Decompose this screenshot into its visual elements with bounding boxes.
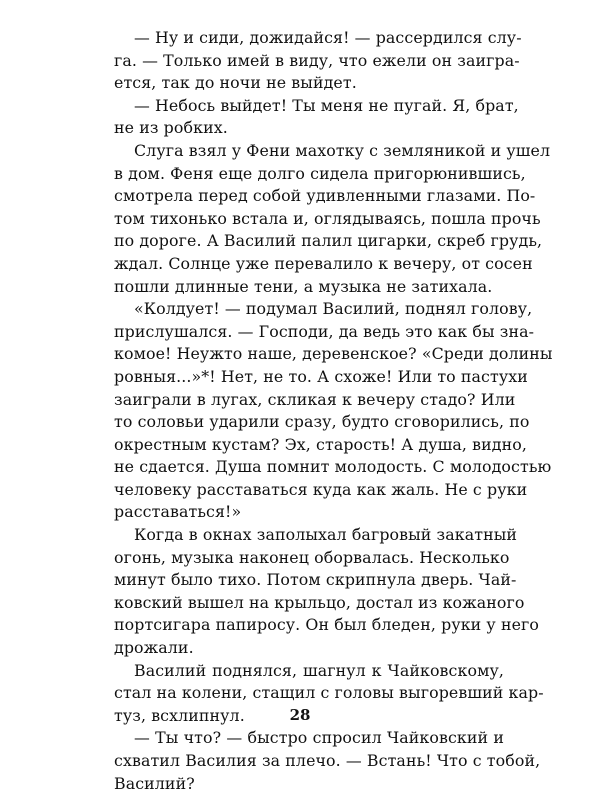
text-line: Слуга взял у Фени махотку с земляникой и ушел xyxy=(134,140,551,160)
text-line: то соловьи ударили сразу, будто сговорились, по xyxy=(114,412,530,432)
text-line: га. — Только имей в виду, что ежели он заигра- xyxy=(114,50,520,70)
text-line: ковский вышел на крыльцо, достал из кожаного xyxy=(114,592,525,612)
text-line: стал на колени, стащил с головы выгоревший кар- xyxy=(114,683,544,703)
text-line: — Ну и сиди, дожидайся! — рассердился слу- xyxy=(134,28,522,47)
text-line: — Небось выйдет! Ты меня не пугай. Я, брат, xyxy=(134,95,519,115)
text-line: том тихонько встала и, оглядываясь, пошла прочь xyxy=(114,208,541,228)
text-line: — Ты что? — быстро спросил Чайковский и xyxy=(134,728,504,748)
text-line: смотрела перед собой удивленными глазами. По- xyxy=(114,186,536,206)
text-line: по дороге. А Василий палил цигарки, скреб грудь, xyxy=(114,231,543,251)
text-line: окрестным кустам? Эх, старость! А душа, видно, xyxy=(114,434,527,454)
text-line: заиграли в лугах, скликая к вечеру стадо? Или xyxy=(114,389,516,409)
text-line: туз, всхлипнул. xyxy=(114,705,245,725)
text-line: «Колдует! — подумал Василий, поднял голову, xyxy=(134,299,533,319)
text-line: расставаться!» xyxy=(114,502,242,522)
text-line: ется, так до ночи не выйдет. xyxy=(114,73,357,93)
text-line: ровныя...»*! Нет, не то. А схоже! Или то пастухи xyxy=(114,366,528,386)
text-line: не из робких. xyxy=(114,118,228,138)
text-line: комое! Неужто наше, деревенское? «Среди долины xyxy=(114,344,553,364)
text-line: огонь, музыка наконец оборвалась. Несколько xyxy=(114,547,510,567)
text-line: человеку расставаться куда как жаль. Не с руки xyxy=(114,479,528,499)
text-line: ждал. Солнце уже перевалило к вечеру, от сосен xyxy=(114,253,533,273)
text-line: минут было тихо. Потом скрипнула дверь. Чай- xyxy=(114,570,517,590)
text-line: Василий? xyxy=(114,773,195,793)
text-line: прислушался. — Господи, да ведь это как бы зна- xyxy=(114,321,535,341)
text-line: в дом. Феня еще долго сидела пригорюнившись, xyxy=(114,163,526,183)
body-text xyxy=(114,27,553,795)
text-line: портсигара папиросу. Он был бледен, руки у него xyxy=(114,615,540,635)
text-line: не сдается. Душа помнит молодость. С молодостью xyxy=(114,457,552,477)
text-line: Василий поднялся, шагнул к Чайковскому, xyxy=(134,660,504,680)
text-line: Когда в окнах заполыхал багровый закатный xyxy=(134,525,518,545)
text-line: схватил Василия за плечо. — Встань! Что с тобой, xyxy=(114,751,541,770)
text-line: пошли длинные тени, а музыка не затихала. xyxy=(114,276,493,296)
page-number: 28 xyxy=(289,706,311,724)
text-line: дрожали. xyxy=(114,638,194,658)
